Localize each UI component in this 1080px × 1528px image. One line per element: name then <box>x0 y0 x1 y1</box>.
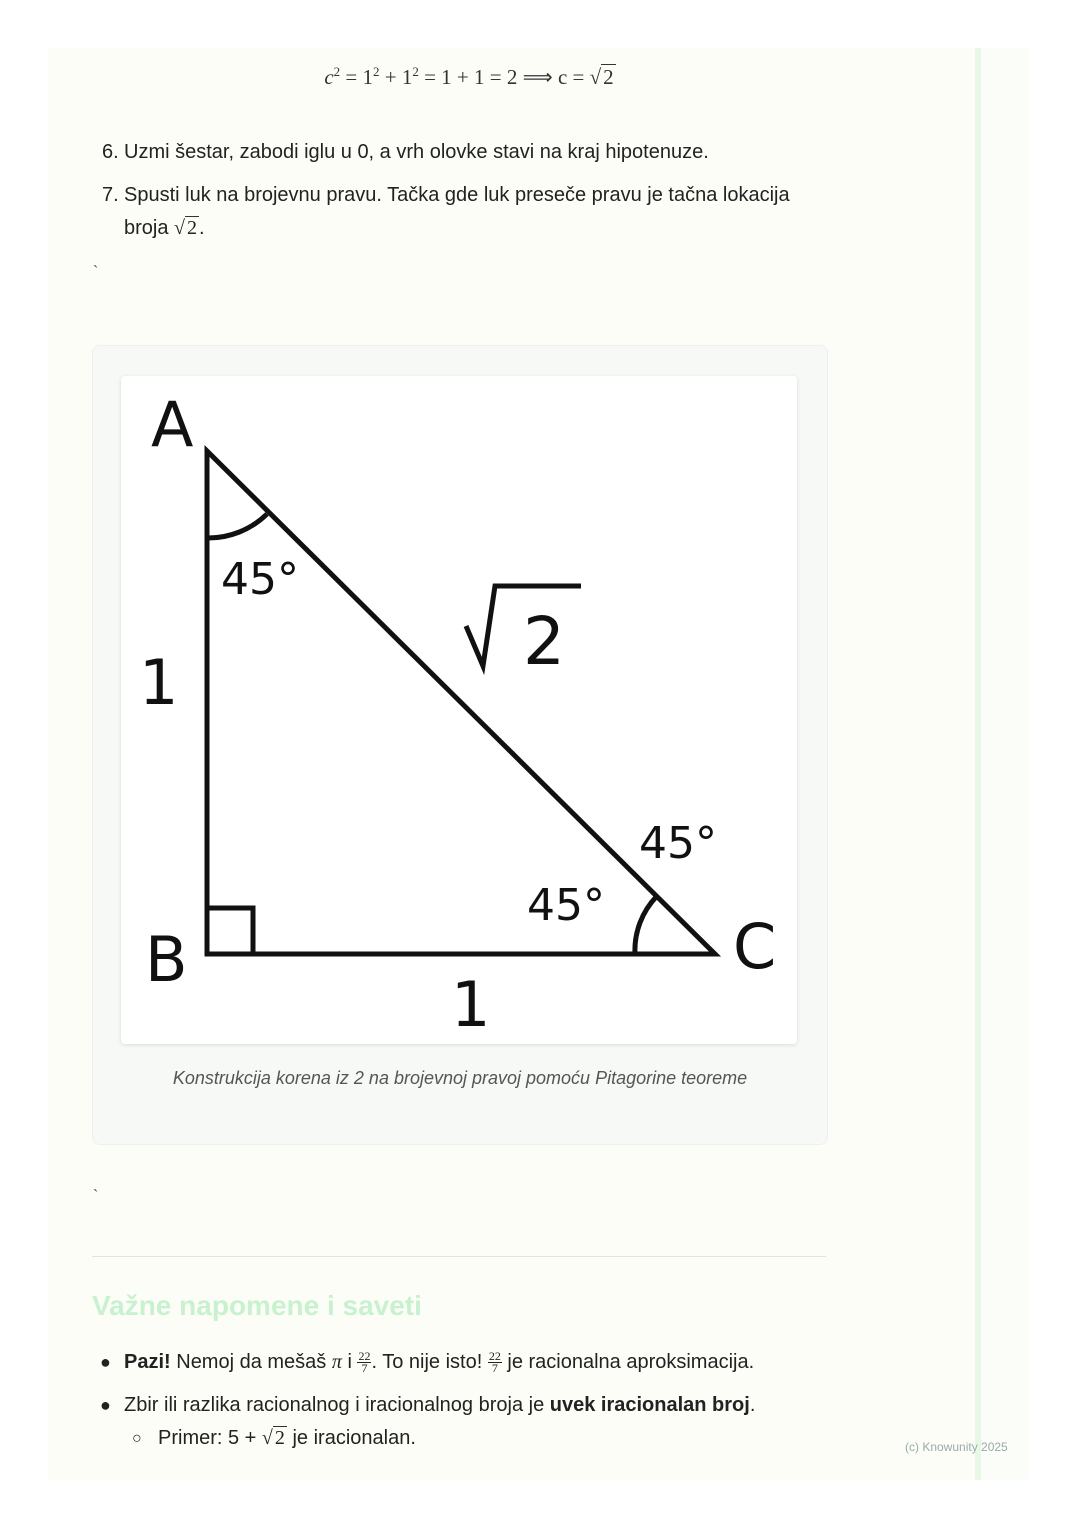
fraction-denominator: 7 <box>491 1361 498 1376</box>
notes-list <box>100 1346 840 1455</box>
hollow-bullet-icon: ○ <box>132 1430 142 1447</box>
note-bold: uvek iracionalan broj <box>549 1394 750 1416</box>
formula-eq1: = 1 <box>340 65 373 89</box>
section-heading: Važne napomene i saveti <box>92 1290 422 1321</box>
divider <box>92 1256 826 1257</box>
tick-mark: ` <box>93 264 99 281</box>
note-text-part: je racionalna aproksimacija. <box>501 1351 755 1373</box>
step-number: 7. <box>102 184 119 206</box>
note-bold: Pazi! <box>124 1351 171 1373</box>
fraction <box>488 1351 502 1374</box>
radicand: 2 <box>187 217 198 239</box>
list-item <box>100 1346 840 1379</box>
sqrt-expression <box>174 212 199 245</box>
bullet-icon: ● <box>100 1395 111 1415</box>
triangle-image <box>121 376 797 1044</box>
figure-caption: Konstrukcija korena iz 2 na brojevnoj pravoj pomoću Pitagorine teoreme <box>172 1068 748 1088</box>
vertex-b: B <box>145 923 188 996</box>
note-text-part: . <box>749 1394 756 1416</box>
angle-arc-a <box>207 514 267 538</box>
sqrt-sign: √ <box>261 1427 273 1449</box>
list-item <box>100 1389 840 1422</box>
fraction-numerator: 22 <box>358 1349 371 1364</box>
formula-rest: = 1 + 1 = 2 <box>418 65 523 89</box>
note-text-part: i <box>341 1351 358 1373</box>
fraction-numerator: 22 <box>488 1349 501 1364</box>
sub-list-item <box>132 1422 840 1455</box>
note-text-part: je iracionalan. <box>286 1427 416 1449</box>
step-text: Uzmi šestar, zabodi iglu u 0, a vrh olovke stavi na kraj hipotenuze. <box>124 141 709 163</box>
formula-sqrt <box>590 65 616 90</box>
pythagoras-formula: $c^2 = 1^2 + 1^2 = 1 + 1 = 2$ ⟹ c = √2 <box>324 64 614 89</box>
note-text <box>124 1389 755 1422</box>
sqrt-expression <box>262 1422 287 1455</box>
list-item <box>102 136 822 169</box>
sqrt-sign: √ <box>589 65 602 89</box>
copyright: (c) Knowunity 2025 <box>905 1440 1008 1454</box>
right-angle-marker <box>207 908 253 954</box>
note-text <box>158 1422 416 1455</box>
fraction-denominator: 7 <box>361 1361 368 1376</box>
bullet-icon: ● <box>100 1352 111 1372</box>
hyp-label: 2 <box>523 603 565 680</box>
note-text-part: Zbir ili razlika racionalnog i iracionalnog broja je <box>124 1394 550 1416</box>
side-margin <box>981 48 1030 1480</box>
triangle-shape <box>207 451 715 954</box>
step-text-part: . <box>199 217 205 239</box>
tick-mark: ` <box>93 1188 99 1205</box>
triangle-diagram <box>121 376 797 1044</box>
radicand: 2 <box>274 1427 285 1449</box>
step-number: 6. <box>102 141 119 163</box>
angle-arc-c <box>635 896 657 954</box>
sqrt-sign: √ <box>174 217 186 239</box>
note-text <box>124 1346 754 1379</box>
leg-bc-label: 1 <box>451 968 491 1041</box>
formula-c: c <box>324 65 334 89</box>
list-item <box>102 179 822 245</box>
vertex-a: A <box>151 388 194 461</box>
formula-arrow: ⟹ <box>522 65 553 89</box>
note-text-part: . To nije isto! <box>371 1351 488 1373</box>
leg-ab-label: 1 <box>139 646 179 719</box>
note-text-part: Primer: 5 + <box>158 1427 262 1449</box>
steps-list <box>102 136 822 255</box>
pi-symbol: π <box>331 1351 342 1373</box>
vertex-c: C <box>733 910 777 983</box>
step-text-part: Spusti luk na brojevnu pravu. Tačka gde luk preseče pravu je tačna lokacija broja <box>124 184 790 239</box>
formula-plus1: + 1 <box>379 65 413 89</box>
angle-c-outer-label: 45° <box>639 818 717 869</box>
angle-c-inner-label: 45° <box>527 880 605 931</box>
fraction <box>357 1351 371 1374</box>
radicand: 2 <box>603 65 614 89</box>
angle-a-label: 45° <box>221 554 299 605</box>
note-text-part: Nemoj da mešaš <box>170 1351 332 1373</box>
formula-c-eq: c = <box>552 65 590 89</box>
step-text <box>124 179 822 245</box>
figure-box <box>92 345 828 1145</box>
